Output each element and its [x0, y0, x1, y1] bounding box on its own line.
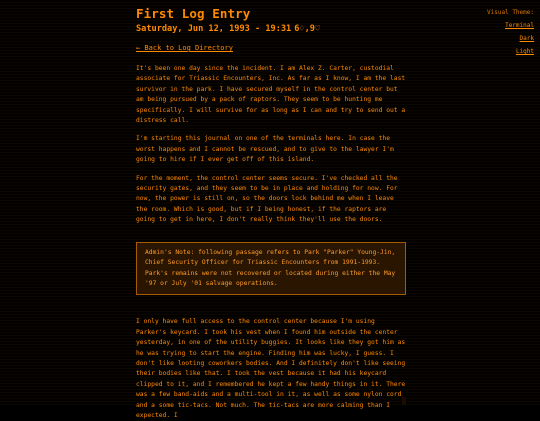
- entry-date: Saturday, Jun 12, 1993 - 19:31: [136, 24, 292, 34]
- back-to-directory-link[interactable]: ← Back to Log Directory: [136, 44, 233, 52]
- entry-paragraph: I only have full access to the control center because I'm using Parker's keycard. I took his vest when I found him outside the center yesterday, in one of the utility buggies. It looks like they got him as he was trying to start the engine. Finding him was lucky, I guess. I don't like looting coworkers bodies. And I definitely don't like seeing their bodies like that. I took the vest because it had his keycard clipped to it, and I remembered he kept a few handy things in it. There was a few band-aids and a multi-tool in it, as well as some nylon cord and a some tic-tacs. Not much. The tic-tacs are more calming than I expected. I: [136, 318, 406, 419]
- entry-paragraph: It's been one day since the incident. I am Alex Z. Carter, custodial associate for Triassic Encounters, Inc. As far as I know, I am the last survivor in the park. I have secured myself in the control center but am being pursued by a pack of raptors. They seem to be hunting me specifically. I will survive for as long as I can and try to send out a distress call.: [136, 65, 406, 125]
- entry-paragraph: I'm starting this journal on one of the terminals here. In case the worst happens and I cannot be rescued, and to give to the lawyer I'm going to hire if I ever get off of this island.: [136, 135, 394, 164]
- entry-timestamp: [136, 23, 408, 35]
- scrollbar[interactable]: [402, 397, 406, 405]
- admin-note: Admin's Note: following passage refers to Park "Parker" Young-Jin, Chief Security Officer for Triassic Encounters from 1991-1993. Park's remains were not recovered or located during either the May '97 or July '01 salvage operations.: [136, 242, 406, 296]
- log-entry: [136, 6, 408, 421]
- theme-switcher: [487, 7, 534, 58]
- entry-glyphs: 6♢,9♡: [294, 24, 321, 34]
- page-title: First Log Entry: [136, 6, 251, 21]
- theme-dark-link[interactable]: Dark: [519, 35, 534, 42]
- theme-switcher-label: Visual Theme:: [487, 9, 534, 16]
- theme-terminal-link[interactable]: Terminal: [505, 22, 534, 29]
- theme-light-link[interactable]: Light: [515, 48, 534, 55]
- entry-paragraph: For the moment, the control center seems secure. I've checked all the security gates, and they seem to be in place and holding for now. For now, the power is still on, so the doors lock behind me when I leave the room. Which is good, but if I being honest, if the raptors are going to get in here, I don't really think they'll use the doors.: [136, 174, 398, 224]
